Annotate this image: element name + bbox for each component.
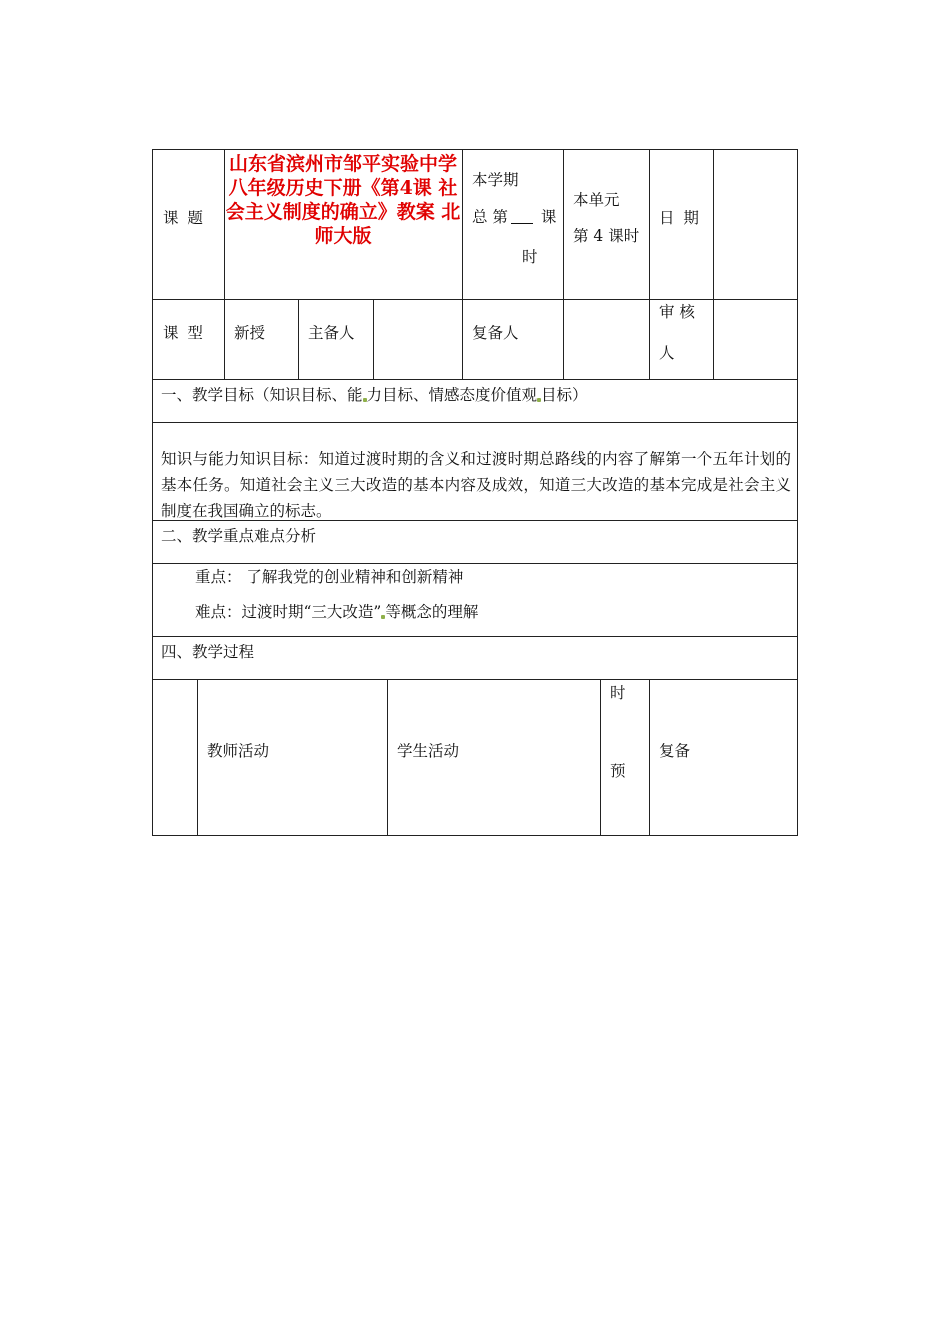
section-objectives-heading (161, 385, 588, 405)
row-divider (152, 636, 798, 637)
time-label-2: 预 (610, 762, 626, 780)
row-divider (152, 422, 798, 423)
term-hour: 时 (522, 248, 538, 266)
column-divider (649, 149, 650, 380)
type-value: 新授 (234, 324, 266, 342)
difficulty-part: 等概念的理解 (385, 603, 479, 621)
objectives-heading-part: 一、教学目标（知识目标、能 (161, 386, 363, 404)
lead-preparer-label: 主备人 (308, 324, 355, 342)
table-border-right (797, 149, 798, 836)
section-process-heading: 四、教学过程 (161, 643, 255, 661)
objectives-heading-part: 力目标、情感态度价值观 (366, 386, 538, 404)
term-count (472, 207, 556, 227)
difficulty-part: 难点：过渡时期“三大改造” (195, 603, 382, 621)
date-label: 日 期 (659, 209, 701, 227)
section-keypoints-heading: 二、教学重点难点分析 (161, 527, 317, 545)
row-divider (152, 379, 798, 380)
objectives-heading-part: 目标） (541, 386, 588, 404)
column-divider (600, 679, 601, 836)
unit-hour: 第 4 课时 (573, 227, 640, 245)
row-divider (152, 563, 798, 564)
row-divider (152, 299, 798, 300)
reviewer-label: 审 核 (659, 303, 695, 321)
re-preparer-label: 复备人 (472, 324, 519, 342)
review-label: 复备 (659, 742, 691, 760)
term-count-blank (511, 209, 533, 224)
column-divider (387, 679, 388, 836)
column-divider (462, 149, 463, 380)
column-divider (713, 149, 714, 380)
column-divider (649, 679, 650, 836)
row-divider (152, 679, 798, 680)
lesson-title: 山东省滨州市邹平实验中学八年级历史下册《第4课 社会主义制度的确立》教案 北师大版 (225, 153, 461, 247)
time-label: 时 (610, 684, 626, 702)
reviewer-label-line2: 人 (659, 344, 675, 362)
table-border-left (152, 149, 153, 836)
term-label: 本学期 (472, 171, 519, 189)
column-divider (563, 149, 564, 380)
term-count-prefix: 总 第 (472, 208, 508, 226)
column-divider (298, 299, 299, 380)
unit-label: 本单元 (573, 191, 620, 209)
teacher-activity-label: 教师活动 (207, 742, 270, 760)
column-divider (373, 299, 374, 380)
key-point: 重点： 了解我党的创业精神和创新精神 (195, 568, 464, 586)
difficulty-point (195, 602, 478, 622)
term-count-suffix: 课 (540, 208, 557, 226)
column-divider (197, 679, 198, 836)
objectives-body: 知识与能力知识目标：知道过渡时期的含义和过渡时期总路线的内容了解第一个五年计划的基本任务。知道社会主义三大改造的基本内容及成效，知道三大改造的基本完成是社会主义制度在我国确立的标志。 (161, 450, 791, 520)
student-activity-label: 学生活动 (397, 742, 460, 760)
table-border-bottom (152, 835, 798, 836)
topic-label: 课 题 (163, 209, 205, 227)
table-border-top (152, 149, 798, 150)
type-label: 课 型 (163, 324, 205, 342)
